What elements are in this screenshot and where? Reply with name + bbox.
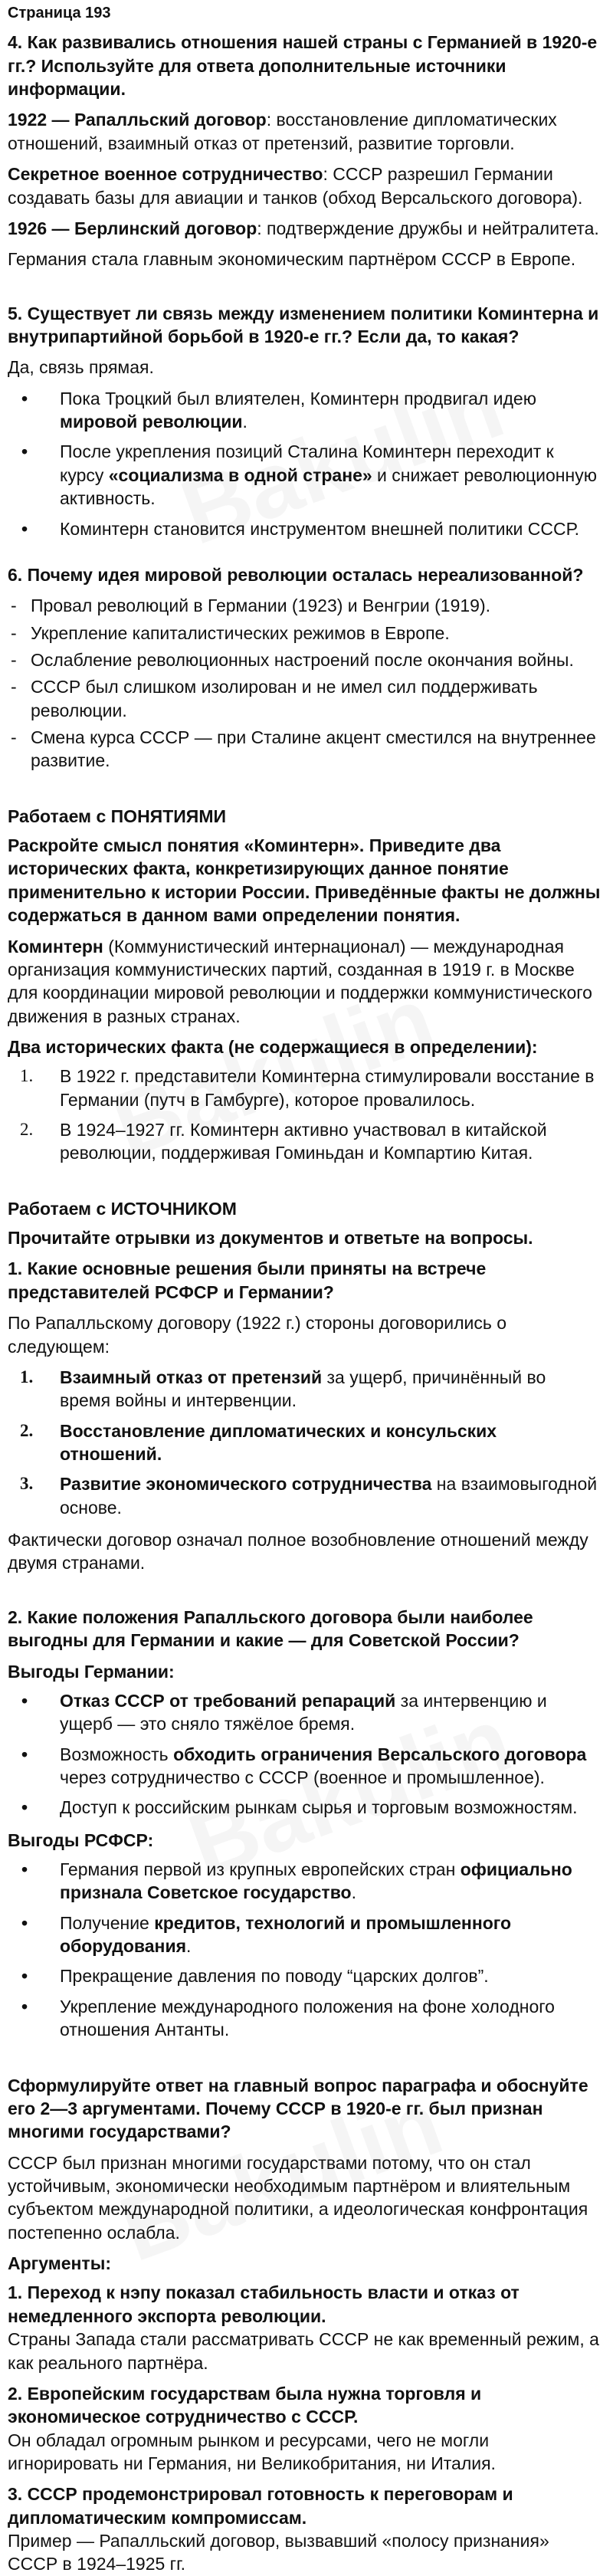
- argument-text: Он обладал огромным рынком и ресурсами, чего не могли игнорировать ни Германия, ни Великобритания, ни Италия.: [8, 2430, 496, 2473]
- q4-item: [8, 108, 601, 155]
- list-item-bold: «социализма в одной стране»: [108, 464, 372, 485]
- list-item-text: .: [242, 412, 247, 432]
- list-item: • Укрепление международного положения на фоне холодного отношения Антанты.: [8, 1995, 601, 2042]
- source-q1-intro: По Рапалльскому договору (1922 г.) стороны договорились о следующем:: [8, 1313, 507, 1357]
- list-item: [8, 440, 601, 510]
- section-heading-concepts: Работаем с ПОНЯТИЯМИ: [8, 806, 227, 826]
- final-answer: СССР был признан многими государствами потому, что он стал устойчивым, экономически необходимым партнёром и влиятельным субъектом международной политики, а идеологическая конфронтация постепенно ослабла.: [8, 2152, 588, 2243]
- list-item: [8, 1419, 601, 1466]
- list-item: [8, 387, 601, 434]
- list-item-bold: Отказ СССР от требований репараций: [60, 1690, 396, 1711]
- list-item-text: В 1922 г. представители Коминтерна стимулировали восстание в Германии (путч в Гамбурге), которое провалилось.: [60, 1066, 595, 1110]
- list-item-text: В 1924–1927 гг. Коминтерн активно участвовал в китайской революции, поддерживая Гоминьдан и Компартию Китая.: [60, 1120, 547, 1163]
- source-q1-conclusion: Фактически договор означал полное возобновление отношений между двумя странами.: [8, 1530, 588, 1573]
- concepts-task: Раскройте смысл понятия «Коминтерн». Приведите два исторических факта, конкретизирующих данное понятие применительно к истории России. Приведённые факты не должны содержаться в данном вами определении понятия.: [8, 835, 601, 926]
- q4-item: [8, 162, 601, 209]
- list-number: 3.: [20, 1474, 34, 1494]
- q4-conclusion: Германия стала главным экономическим партнёром СССР в Европе.: [8, 249, 576, 270]
- list-number: 2.: [20, 1120, 34, 1140]
- rsfsr-benefits-list: [8, 1858, 601, 2042]
- list-item-bold: Восстановление дипломатических и консульских отношений.: [60, 1420, 497, 1464]
- q6-list: [8, 594, 601, 773]
- list-item-bold: Развитие экономического сотрудничества: [60, 1474, 432, 1495]
- q4-item-title: 1926 — Берлинский договор: [8, 218, 257, 238]
- argument-title: 2. Европейским государствам была нужна торговля и экономическое сотрудничество с СССР.: [8, 2383, 482, 2427]
- q4-item: [8, 217, 601, 240]
- list-item-text: за ущерб, причинённый во время войны и интервенции.: [60, 1367, 546, 1411]
- question-4: 4. Как развивались отношения нашей страны с Германией в 1920-е гг.? Используйте для ответа дополнительные источники информации.: [8, 32, 598, 100]
- list-item: [8, 1858, 601, 1905]
- list-item: [8, 1065, 601, 1111]
- q5-list: [8, 387, 601, 540]
- source-task: Прочитайте отрывки из документов и ответьте на вопросы.: [8, 1228, 533, 1249]
- list-item: - СССР был слишком изолирован и не имел сил поддерживать революции.: [8, 675, 601, 722]
- source-question-2: 2. Какие положения Рапалльского договора были наиболее выгодны для Германии и какие — для Советской России?: [8, 1606, 533, 1651]
- q4-item-text: : СССР разрешил Германии создавать базы для авиации и танков (обход Версальского договора).: [8, 164, 583, 208]
- list-number: 1.: [20, 1367, 34, 1386]
- definition: [8, 935, 601, 1028]
- q4-item-title: Секретное военное сотрудничество: [8, 164, 323, 185]
- list-item-bold: кредитов, технологий и промышленного оборудования: [60, 1912, 512, 1957]
- question-6: 6. Почему идея мировой революции осталась нереализованной?: [8, 564, 584, 585]
- list-item: [8, 1911, 601, 1958]
- q5-answer: Да, связь прямая.: [8, 357, 154, 378]
- facts-heading: Два исторических факта (не содержащиеся в определении):: [8, 1036, 538, 1057]
- list-item-text: Пока Троцкий был влиятелен, Коминтерн продвигал идею: [60, 388, 536, 409]
- list-item: [8, 1472, 601, 1519]
- list-item-bold: мировой революции: [60, 412, 243, 432]
- list-item-text: Возможность: [60, 1744, 174, 1764]
- source-q1-list: [8, 1366, 601, 1519]
- source-question-1: 1. Какие основные решения были приняты на встрече представителей РСФСР и Германии?: [8, 1258, 487, 1302]
- list-number: 2.: [20, 1420, 34, 1440]
- final-task: Сформулируйте ответ на главный вопрос параграфа и обоснуйте его 2—3 аргументами. Почему СССР в 1920-е гг. был признан многими государствами?: [8, 2075, 588, 2142]
- germany-benefits-heading: Выгоды Германии:: [8, 1661, 175, 1682]
- list-item: - Смена курса СССР — при Сталине акцент сместился на внутреннее развитие.: [8, 726, 601, 773]
- list-item-text: Получение: [60, 1912, 155, 1933]
- list-item-text: Германия первой из крупных европейских стран: [60, 1859, 461, 1880]
- list-item: • Коминтерн становится инструментом внешней политики СССР.: [8, 517, 601, 540]
- list-item: [8, 1743, 601, 1790]
- list-item-text: .: [186, 1936, 192, 1957]
- definition-term: Коминтерн: [8, 936, 103, 957]
- q4-item-text: : подтверждение дружбы и нейтралитета.: [257, 218, 599, 238]
- list-item: - Укрепление капиталистических режимов в Европе.: [8, 622, 601, 645]
- list-item: - Провал революций в Германии (1923) и Венгрии (1919).: [8, 594, 601, 617]
- q4-item-title: 1922 — Рапалльский договор: [8, 110, 267, 130]
- arguments-heading: Аргументы:: [8, 2253, 111, 2274]
- rsfsr-benefits-heading: Выгоды РСФСР:: [8, 1829, 154, 1850]
- list-item: • Доступ к российским рынкам сырья и торговым возможностям.: [8, 1796, 601, 1819]
- definition-text: (Коммунистический интернационал) — международная организация коммунистических партий, созданная в 1919 г. в Москве для координации мировой революции и поддержки коммунистического движения в разных странах.: [8, 936, 592, 1026]
- list-number: 1.: [20, 1066, 34, 1086]
- section-heading-source: Работаем с ИСТОЧНИКОМ: [8, 1198, 237, 1219]
- page-label: Страница 193: [8, 5, 111, 21]
- list-item: [8, 1118, 601, 1165]
- list-item: [8, 1366, 601, 1413]
- list-item-bold: официально признала Советское государство: [60, 1859, 572, 1903]
- list-item-text: на взаимовыгодной основе.: [60, 1474, 598, 1518]
- list-item-text: за интервенцию и ущерб — это сняло тяжёлое бремя.: [60, 1690, 547, 1734]
- list-item-text: через сотрудничество с СССР (военное и промышленное).: [60, 1767, 545, 1787]
- list-item: - Ослабление революционных настроений после окончания войны.: [8, 648, 601, 671]
- argument-title: 1. Переход к нэпу показал стабильность власти и отказ от немедленного экспорта революции.: [8, 2282, 520, 2326]
- list-item-text: .: [351, 1882, 356, 1903]
- question-5: 5. Существует ли связь между изменением политики Коминтерна и внутрипартийной борьбой в 1920-е гг.? Если да, то какая?: [8, 303, 599, 346]
- list-item: • Прекращение давления по поводу “царских долгов”.: [8, 1964, 601, 1987]
- facts-list: [8, 1065, 601, 1164]
- q4-item-text: : восстановление дипломатических отношений, взаимный отказ от претензий, развитие торговли.: [8, 110, 557, 153]
- list-item-text: После укрепления позиций Сталина Коминтерн переходит к курсу: [60, 441, 554, 485]
- list-item-bold: обходить ограничения Версальского договора: [173, 1744, 587, 1764]
- germany-benefits-list: [8, 1689, 601, 1820]
- argument-title: 3. СССР продемонстрировал готовность к переговорам и дипломатическим компромиссам.: [8, 2484, 513, 2528]
- list-item-bold: Взаимный отказ от претензий: [60, 1367, 323, 1387]
- list-item: [8, 1689, 601, 1736]
- argument-text: Пример — Рапалльский договор, вызвавший «полосу признания» СССР в 1924–1925 гг.: [8, 2531, 549, 2574]
- argument-text: Страны Запада стали рассматривать СССР не как временный режим, а как реального партнёра.: [8, 2329, 599, 2373]
- list-item-text: и снижает революционную активность.: [60, 464, 597, 509]
